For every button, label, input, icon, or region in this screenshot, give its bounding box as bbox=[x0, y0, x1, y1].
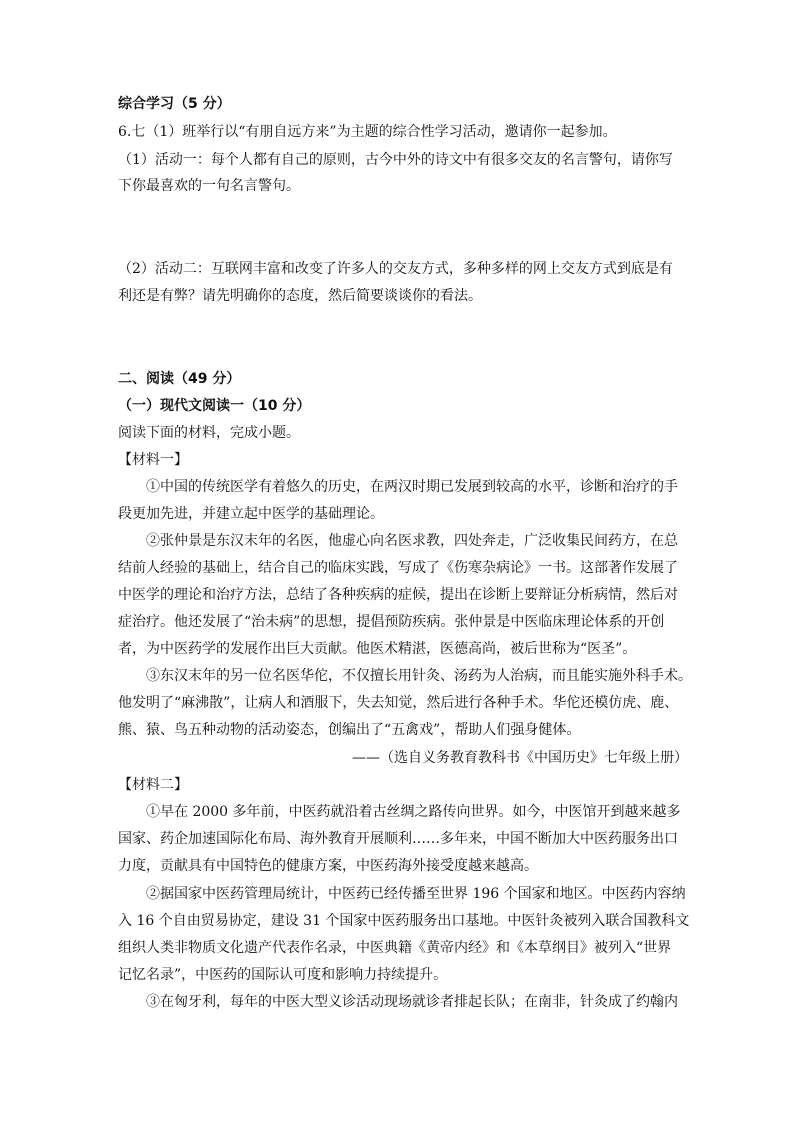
material2-line: 组织人类非物质文化遗产代表作名录，中医典籍《黄帝内经》和《本草纲目》被列入“世界 bbox=[118, 940, 672, 956]
material2-line: 力度，贡献具有中国特色的健康方案，中医药海外接受度越来越高。 bbox=[118, 858, 538, 874]
activity1-line-1: （1）活动一：每个人都有自己的原则，古今中外的诗文中有很多交友的名言警句，请你写 bbox=[118, 152, 673, 168]
material1-line: ②张仲景是东汉末年的名医，他虚心向名医求教，四处奔走，广泛收集民间药方，在总 bbox=[146, 533, 678, 549]
material1-line: 段更加先进，并建立起中医学的基础理论。 bbox=[118, 506, 384, 522]
material1-line: 者，为中医药学的发展作出巨大贡献。他医术精湛，医德高尚，被后世称为“医圣”。 bbox=[118, 641, 637, 657]
material2-line: ③在匈牙利，每年的中医大型义诊活动现场就诊者排起长队；在南非，针灸成了约翰内 bbox=[146, 994, 678, 1010]
material2-line: ①早在 2000 多年前，中医药就沿着古丝绸之路传向世界。如今，中医馆开到越来越多 bbox=[146, 804, 681, 820]
material1-label: 【材料一】 bbox=[118, 452, 188, 468]
section-heading-comprehensive: 综合学习（5 分） bbox=[118, 96, 231, 112]
material1-line: ③东汉末年的另一位名医华佗，不仅擅长用针灸、汤药为人治病，而且能实施外科手术。 bbox=[146, 668, 692, 684]
material1-line: ①中国的传统医学有着悠久的历史，在两汉时期已发展到较高的水平，诊断和治疗的手 bbox=[146, 479, 678, 495]
material1-line: 结前人经验的基础上，结合自己的临床实践，写成了《伤寒杂病论》一书。这部著作发展了 bbox=[118, 560, 678, 576]
material1-line: 症治疗。他还发展了“治未病”的思想，提倡预防疾病。张仲景是中医临床理论体系的开创 bbox=[118, 614, 665, 630]
material2-line: 国家、药企加速国际化布局、海外教育开展顺利……多年来，中国不断加大中医药服务出口 bbox=[118, 831, 678, 847]
question-6-intro: 6.七（1）班举行以“有朋自远方来”为主题的综合性学习活动，邀请你一起参加。 bbox=[118, 124, 617, 140]
material2-line: 入 16 个自由贸易协定，建设 31 个国家中医药服务出口基地。中医针灸被列入联合国教科文 bbox=[118, 913, 690, 929]
material1-source: ——（选自义务教育教科书《中国历史》七年级上册） bbox=[352, 750, 688, 766]
material1-line: 中医学的理论和治疗方法，总结了各种疾病的症候，提出在诊断上要辩证分析病情，然后对 bbox=[118, 587, 678, 603]
activity2-line-2: 利还是有弊？请先明确你的态度，然后简要谈谈你的看法。 bbox=[118, 288, 482, 304]
material2-line: ②据国家中医药管理局统计，中医药已经传播至世界 196 个国家和地区。中医药内容纳 bbox=[146, 886, 686, 902]
material2-label: 【材料二】 bbox=[118, 777, 188, 793]
subheading-modern-reading: （一）现代文阅读一（10 分） bbox=[118, 398, 311, 414]
material1-line: 他发明了“麻沸散”，让病人和酒服下，失去知觉，然后进行各种手术。华佗还模仿虎、鹿、 bbox=[118, 695, 679, 711]
activity2-line-1: （2）活动二：互联网丰富和改变了许多人的交友方式，多种多样的网上交友方式到底是有 bbox=[118, 261, 673, 277]
material1-line: 熊、猿、鸟五种动物的活动姿态，创编出了“五禽戏”，帮助人们强身健体。 bbox=[118, 722, 581, 738]
reading-instruction: 阅读下面的材料，完成小题。 bbox=[118, 425, 300, 441]
activity1-line-2: 下你最喜欢的一句名言警句。 bbox=[118, 178, 300, 194]
section-heading-reading: 二、阅读（49 分） bbox=[118, 371, 241, 387]
material2-line: 记忆名录”，中医药的国际认可度和影响力持续提升。 bbox=[118, 967, 448, 983]
